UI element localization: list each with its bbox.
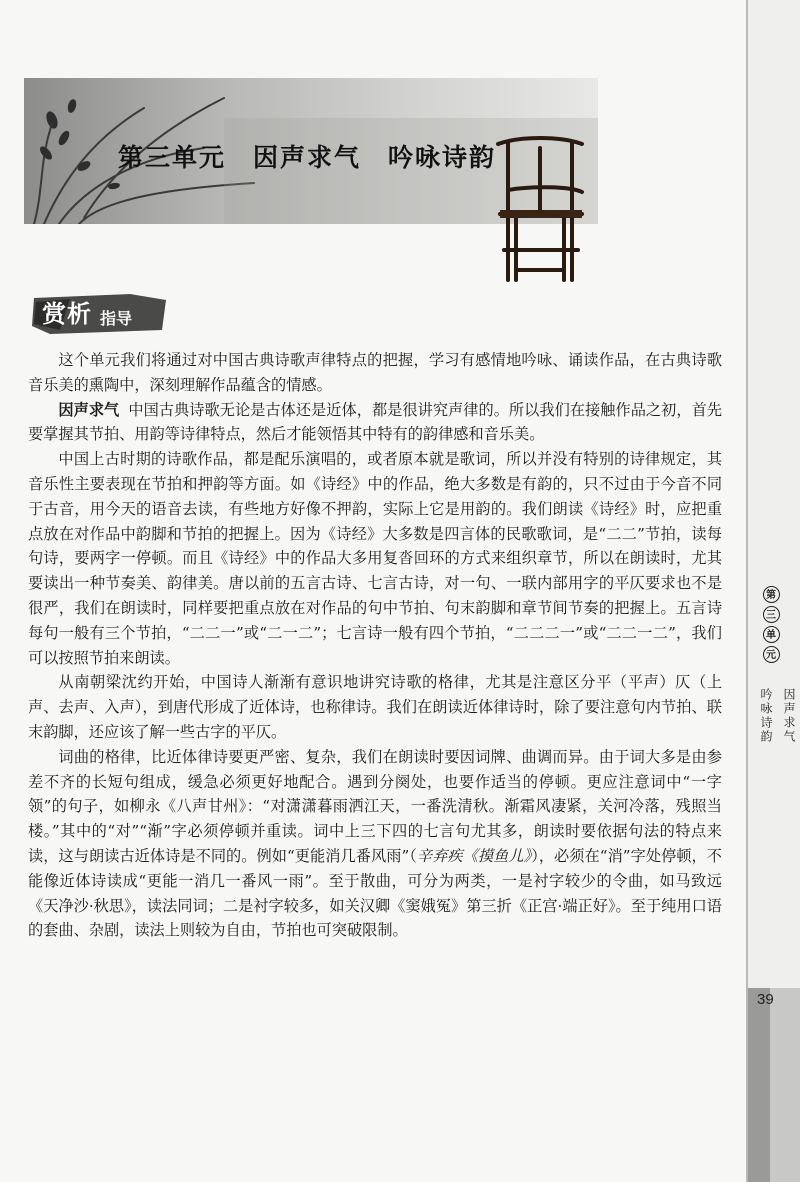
unit-title: 第三单元 因声求气 吟咏诗韵	[118, 143, 497, 172]
paragraph: 从南朝梁沈约开始，中国诗人渐渐有意识地讲究诗歌的格律，尤其是注意区分平（平声）仄（上声、去声、入声），到唐代形成了近体诗，也称律诗。我们在朗读近体律诗时，除了要注意句内节拍、联末韵脚，还应该了解一些古字的平仄。	[28, 673, 722, 741]
side-unit-label	[762, 586, 780, 663]
side-unit-char: 第	[763, 586, 780, 603]
page-number: 39	[757, 991, 774, 1008]
citation-note: 辛弃疾《摸鱼儿》	[416, 846, 532, 865]
section-tag-sub: 指导	[100, 309, 133, 328]
side-unit-char: 单	[763, 626, 780, 643]
side-theme-1: 因声求气	[782, 688, 796, 744]
paragraph: 这个单元我们将通过对中国古典诗歌声律特点的把握，学习有感情地吟咏、诵读作品，在古典诗歌音乐美的熏陶中，深刻理解作品蕴含的情感。	[28, 351, 722, 394]
paragraph-lead: 因声求气	[58, 400, 120, 419]
chair-illustration	[490, 130, 590, 290]
body-text	[28, 348, 722, 943]
paragraph: 词曲的格律，比近体律诗要更严密、复杂，我们在朗读时要因词牌、曲调而异。由于词大多是由参差不齐的长短句组成，缓急必须更好地配合。遇到分阕处，也要作适当的停顿。更应注意词中“一字领”的句子，如柳永《八声甘州》：“对潇潇暮雨洒江天，一番洗清秋。渐霜风凄紧，关河冷落，残照当楼。”其中的“对”“渐”字必须停顿并重读。词中上三下四的七言句尤其多，朗读时要依据句法的特点来读，这与朗读古近体诗是不同的。例如“更能消几番风雨”（辛弃疾《摸鱼儿》），必须在“消”字处停顿，不能像近体诗读成“更能一消几一番风一雨”。至于散曲，可分为两类，一是衬字较少的令曲，如马致远《天净沙·秋思》，读法同词；二是衬字较多，如关汉卿《窦娥冤》第三折《正宫·端正好》。至于纯用口语的套曲、杂剧，读法上则较为自由，节拍也可突破限制。	[28, 747, 722, 940]
page-edge-tab-highlight	[770, 988, 800, 1182]
side-unit-char: 元	[763, 646, 780, 663]
paragraph: 因声求气 中国古典诗歌无论是古体还是近体，都是很讲究声律的。所以我们在接触作品之初，首先要掌握其节拍、用韵等诗律特点，然后才能领悟其中特有的韵律感和音乐美。	[28, 400, 723, 444]
side-unit-char: 三	[763, 606, 780, 623]
side-theme	[758, 688, 798, 838]
section-tag-main: 赏析	[42, 299, 92, 328]
side-theme-2: 吟咏诗韵	[759, 688, 773, 744]
paragraph: 中国上古时期的诗歌作品，都是配乐演唱的，或者原本就是歌词，所以并没有特别的诗律规定，其音乐性主要表现在节拍和押韵等方面。如《诗经》中的作品，绝大多数是有韵的，只不过由于今音不同于古音，用今天的语音去读，有些地方好像不押韵，实际上它是用韵的。我们朗读《诗经》时，应把重点放在对作品中韵脚和节拍的把握上。因为《诗经》大多数是四言体的民歌歌词，是“二二”节拍，读每句诗，要两字一停顿。而且《诗经》中的作品大多用复沓回环的方式来组织章节，所以在朗读时，尤其要读出一种节奏美、韵律美。唐以前的五言古诗、七言古诗，对一句、一联内部用字的平仄要求也不是很严，我们在朗读时，同样要把重点放在对作品的句中节拍、句末韵脚和章节间节奏的把握上。五言诗每句一般有三个节拍，“二二一”或“二一二”；七言诗一般有四个节拍，“二二二一”或“二二一二”，我们可以按照节拍来朗读。	[28, 450, 722, 667]
